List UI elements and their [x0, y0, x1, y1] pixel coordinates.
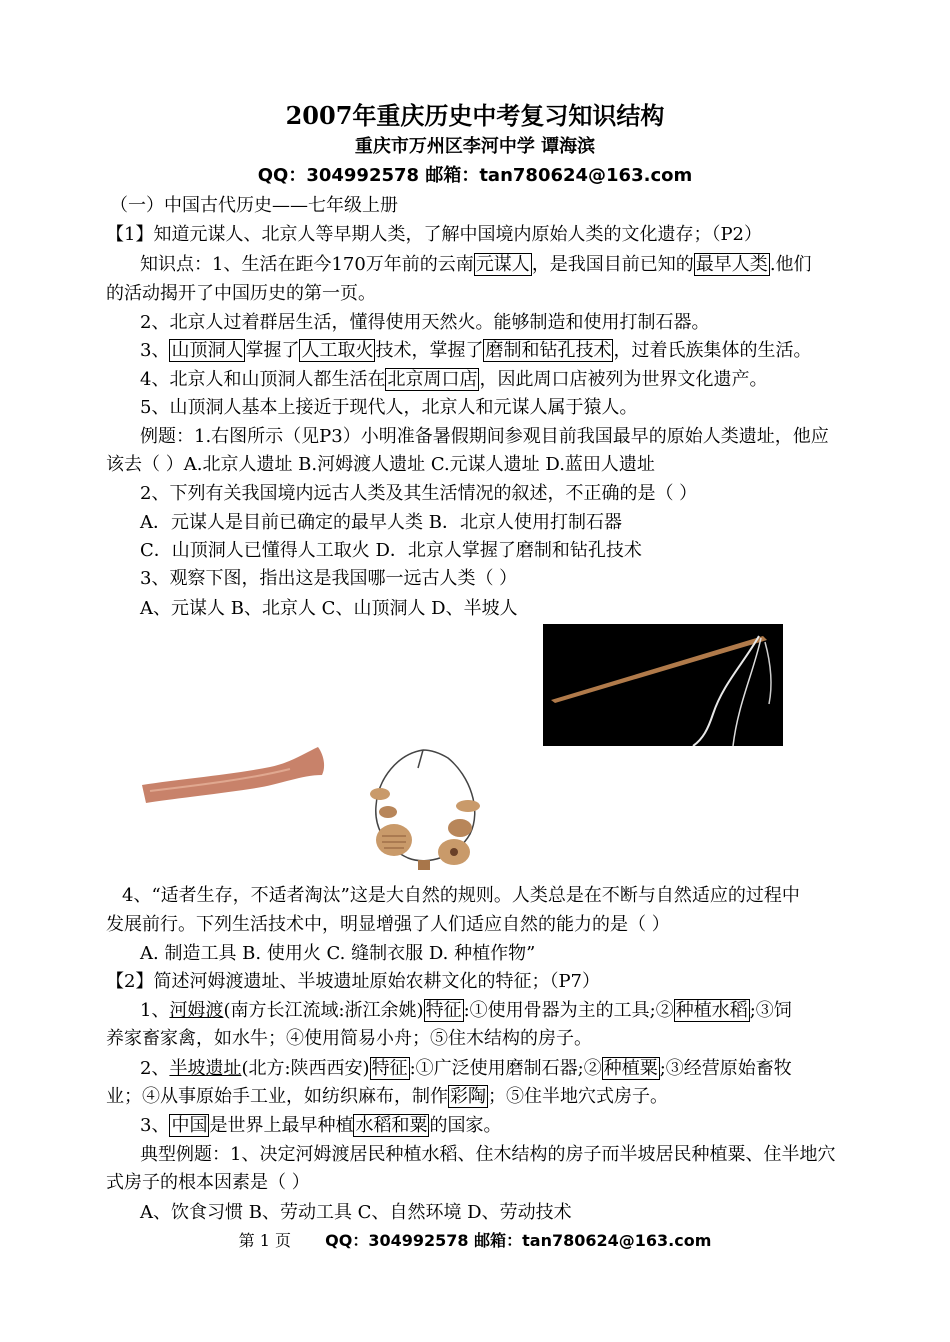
necklace-cord: [418, 750, 423, 768]
example-2-options-ab: A．元谋人是目前已确定的最早人类 B．北京人使用打制石器: [140, 512, 622, 533]
s2-point-1: [140, 999, 792, 1023]
contact-line: QQ：304992578 邮箱：tan780624@163.com: [257, 165, 693, 186]
text: 4、北京人和山顶洞人都生活在: [140, 369, 386, 390]
section-title: （一）中国古代历史——七年级上册: [110, 195, 398, 216]
boxed-term: 山顶洞人: [171, 340, 244, 361]
boxed-term: 彩陶: [450, 1086, 486, 1107]
boxed-term: 水稻和粟: [355, 1115, 428, 1136]
shell-bead: [379, 806, 397, 818]
text: 是世界上最早种植: [209, 1115, 354, 1136]
text: ；⑤住半地穴式房子。: [488, 1086, 668, 1107]
text: :①广泛使用磨制石器;②: [409, 1058, 602, 1079]
shell-bead: [418, 860, 430, 870]
example-3: 3、观察下图，指出这是我国哪一远古人类（ ）: [140, 568, 518, 589]
text: 2、: [140, 1058, 170, 1079]
boxed-term: 最早人类: [695, 254, 768, 275]
boxed-term: 种植水稻: [675, 1000, 748, 1021]
s2-example-1: 典型例题：1、决定河姆渡居民种植水稻、住木结构的房子而半坡居民种植粟、住半地穴: [140, 1144, 836, 1165]
boxed-term: 元谋人: [475, 254, 530, 275]
s2-point-2: [140, 1057, 792, 1081]
boxed-term: 特征: [425, 1000, 462, 1021]
page-footer: [0, 1228, 950, 1251]
text: (北方:陕西西安): [241, 1058, 370, 1079]
example-4: 4、“适者生存，不适者淘汰”这是大自然的规则。人类总是在不断与自然适应的过程中: [122, 885, 800, 906]
text: ;③饲: [749, 1000, 792, 1021]
page-number: 第 1 页: [238, 1231, 291, 1250]
knowledge-point-4: [140, 368, 767, 392]
text: :①使用骨器为主的工具;②: [463, 1000, 674, 1021]
text: .他们: [769, 254, 812, 275]
boxed-term: 人工取火: [301, 340, 374, 361]
text: 知识点：1、生活在距今170万年前的云南: [140, 254, 474, 275]
text: ，是我国目前已知的: [531, 254, 694, 275]
underlined-term: 河姆渡: [169, 1000, 224, 1021]
text: 技术，掌握了: [375, 340, 484, 361]
boxed-term: 种植粟: [603, 1058, 658, 1079]
s2-example-1-cont: 式房子的根本因素是（ ）: [106, 1172, 310, 1193]
bone-needle-photo: [543, 624, 783, 746]
knowledge-point-2: 2、北京人过着群居生活，懂得使用天然火。能够制造和使用打制石器。: [140, 312, 710, 333]
text: 1、: [140, 1000, 170, 1021]
boxed-term: 特征: [371, 1058, 408, 1079]
boxed-term: 中国: [171, 1115, 208, 1136]
example-4-options: A. 制造工具 B. 使用火 C. 缝制衣服 D. 种植作物”: [140, 943, 536, 964]
s2-example-1-options: A、饮食习惯 B、劳动工具 C、自然环境 D、劳动技术: [140, 1202, 572, 1223]
example-3-options: A、元谋人 B、北京人 C、山顶洞人 D、半坡人: [140, 598, 518, 619]
s2-point-2-cont: [106, 1085, 668, 1109]
shell-hole: [450, 848, 458, 856]
example-1-options: 该去（ ）A.北京人遗址 B.河姆渡人遗址 C.元谋人遗址 D.蓝田人遗址: [106, 454, 655, 475]
bone-tool-image: [140, 745, 330, 807]
boxed-term: 磨制和钻孔技术: [485, 340, 612, 361]
shell-bead: [376, 824, 412, 856]
knowledge-point-5: 5、山顶洞人基本上接近于现代人，北京人和元谋人属于猿人。: [140, 397, 638, 418]
s2-heading: 【2】简述河姆渡遗址、半坡遗址原始农耕文化的特征；（P7）: [106, 971, 601, 992]
page-title: 2007年重庆历史中考复习知识结构: [285, 101, 665, 130]
example-2: 2、下列有关我国境内远古人类及其生活情况的叙述，不正确的是（ ）: [140, 483, 698, 504]
knowledge-point-1: [140, 253, 812, 277]
text: 业；④从事原始手工业，如纺织麻布，制作: [106, 1086, 448, 1107]
knowledge-point-3: [140, 339, 811, 363]
shell-bead: [370, 788, 390, 800]
knowledge-point-1-cont: 的活动揭开了中国历史的第一页。: [106, 283, 376, 304]
text: 3、: [140, 340, 170, 361]
shell-bead: [448, 819, 472, 837]
text: (南方长江流域:浙江余姚): [223, 1000, 424, 1021]
s1-heading: 【1】知道元谋人、北京人等早期人类，了解中国境内原始人类的文化遗存；（P2）: [106, 224, 763, 245]
example-1: 例题：1.右图所示（见P3）小明准备暑假期间参观目前我国最早的原始人类遗址，他应: [140, 426, 829, 447]
shell-necklace-image: [358, 748, 488, 876]
text: 的国家。: [429, 1115, 502, 1136]
footer-contact: QQ：304992578 邮箱：tan780624@163.com: [325, 1231, 712, 1250]
text: 掌握了: [245, 340, 300, 361]
bone-tool-shape: [142, 747, 324, 803]
s2-point-3: [140, 1114, 501, 1138]
text: 3、: [140, 1115, 170, 1136]
shell-bead: [456, 800, 480, 812]
s2-point-1-cont: 养家畜家禽，如水牛；④使用简易小舟；⑤住木结构的房子。: [106, 1028, 592, 1049]
text: ;③经营原始畜牧: [659, 1058, 792, 1079]
text: ，因此周口店被列为世界文化遗产。: [479, 369, 768, 390]
underlined-term: 半坡遗址: [169, 1058, 242, 1079]
example-2-options-cd: C．山顶洞人已懂得人工取火 D．北京人掌握了磨制和钻孔技术: [140, 540, 642, 561]
example-4-cont: 发展前行。下列生活技术中，明显增强了人们适应自然的能力的是（ ）: [106, 914, 670, 935]
boxed-term: 北京周口店: [387, 369, 478, 390]
text: ，过着氏族集体的生活。: [613, 340, 812, 361]
author-line: 重庆市万州区李河中学 谭海滨: [354, 136, 596, 157]
